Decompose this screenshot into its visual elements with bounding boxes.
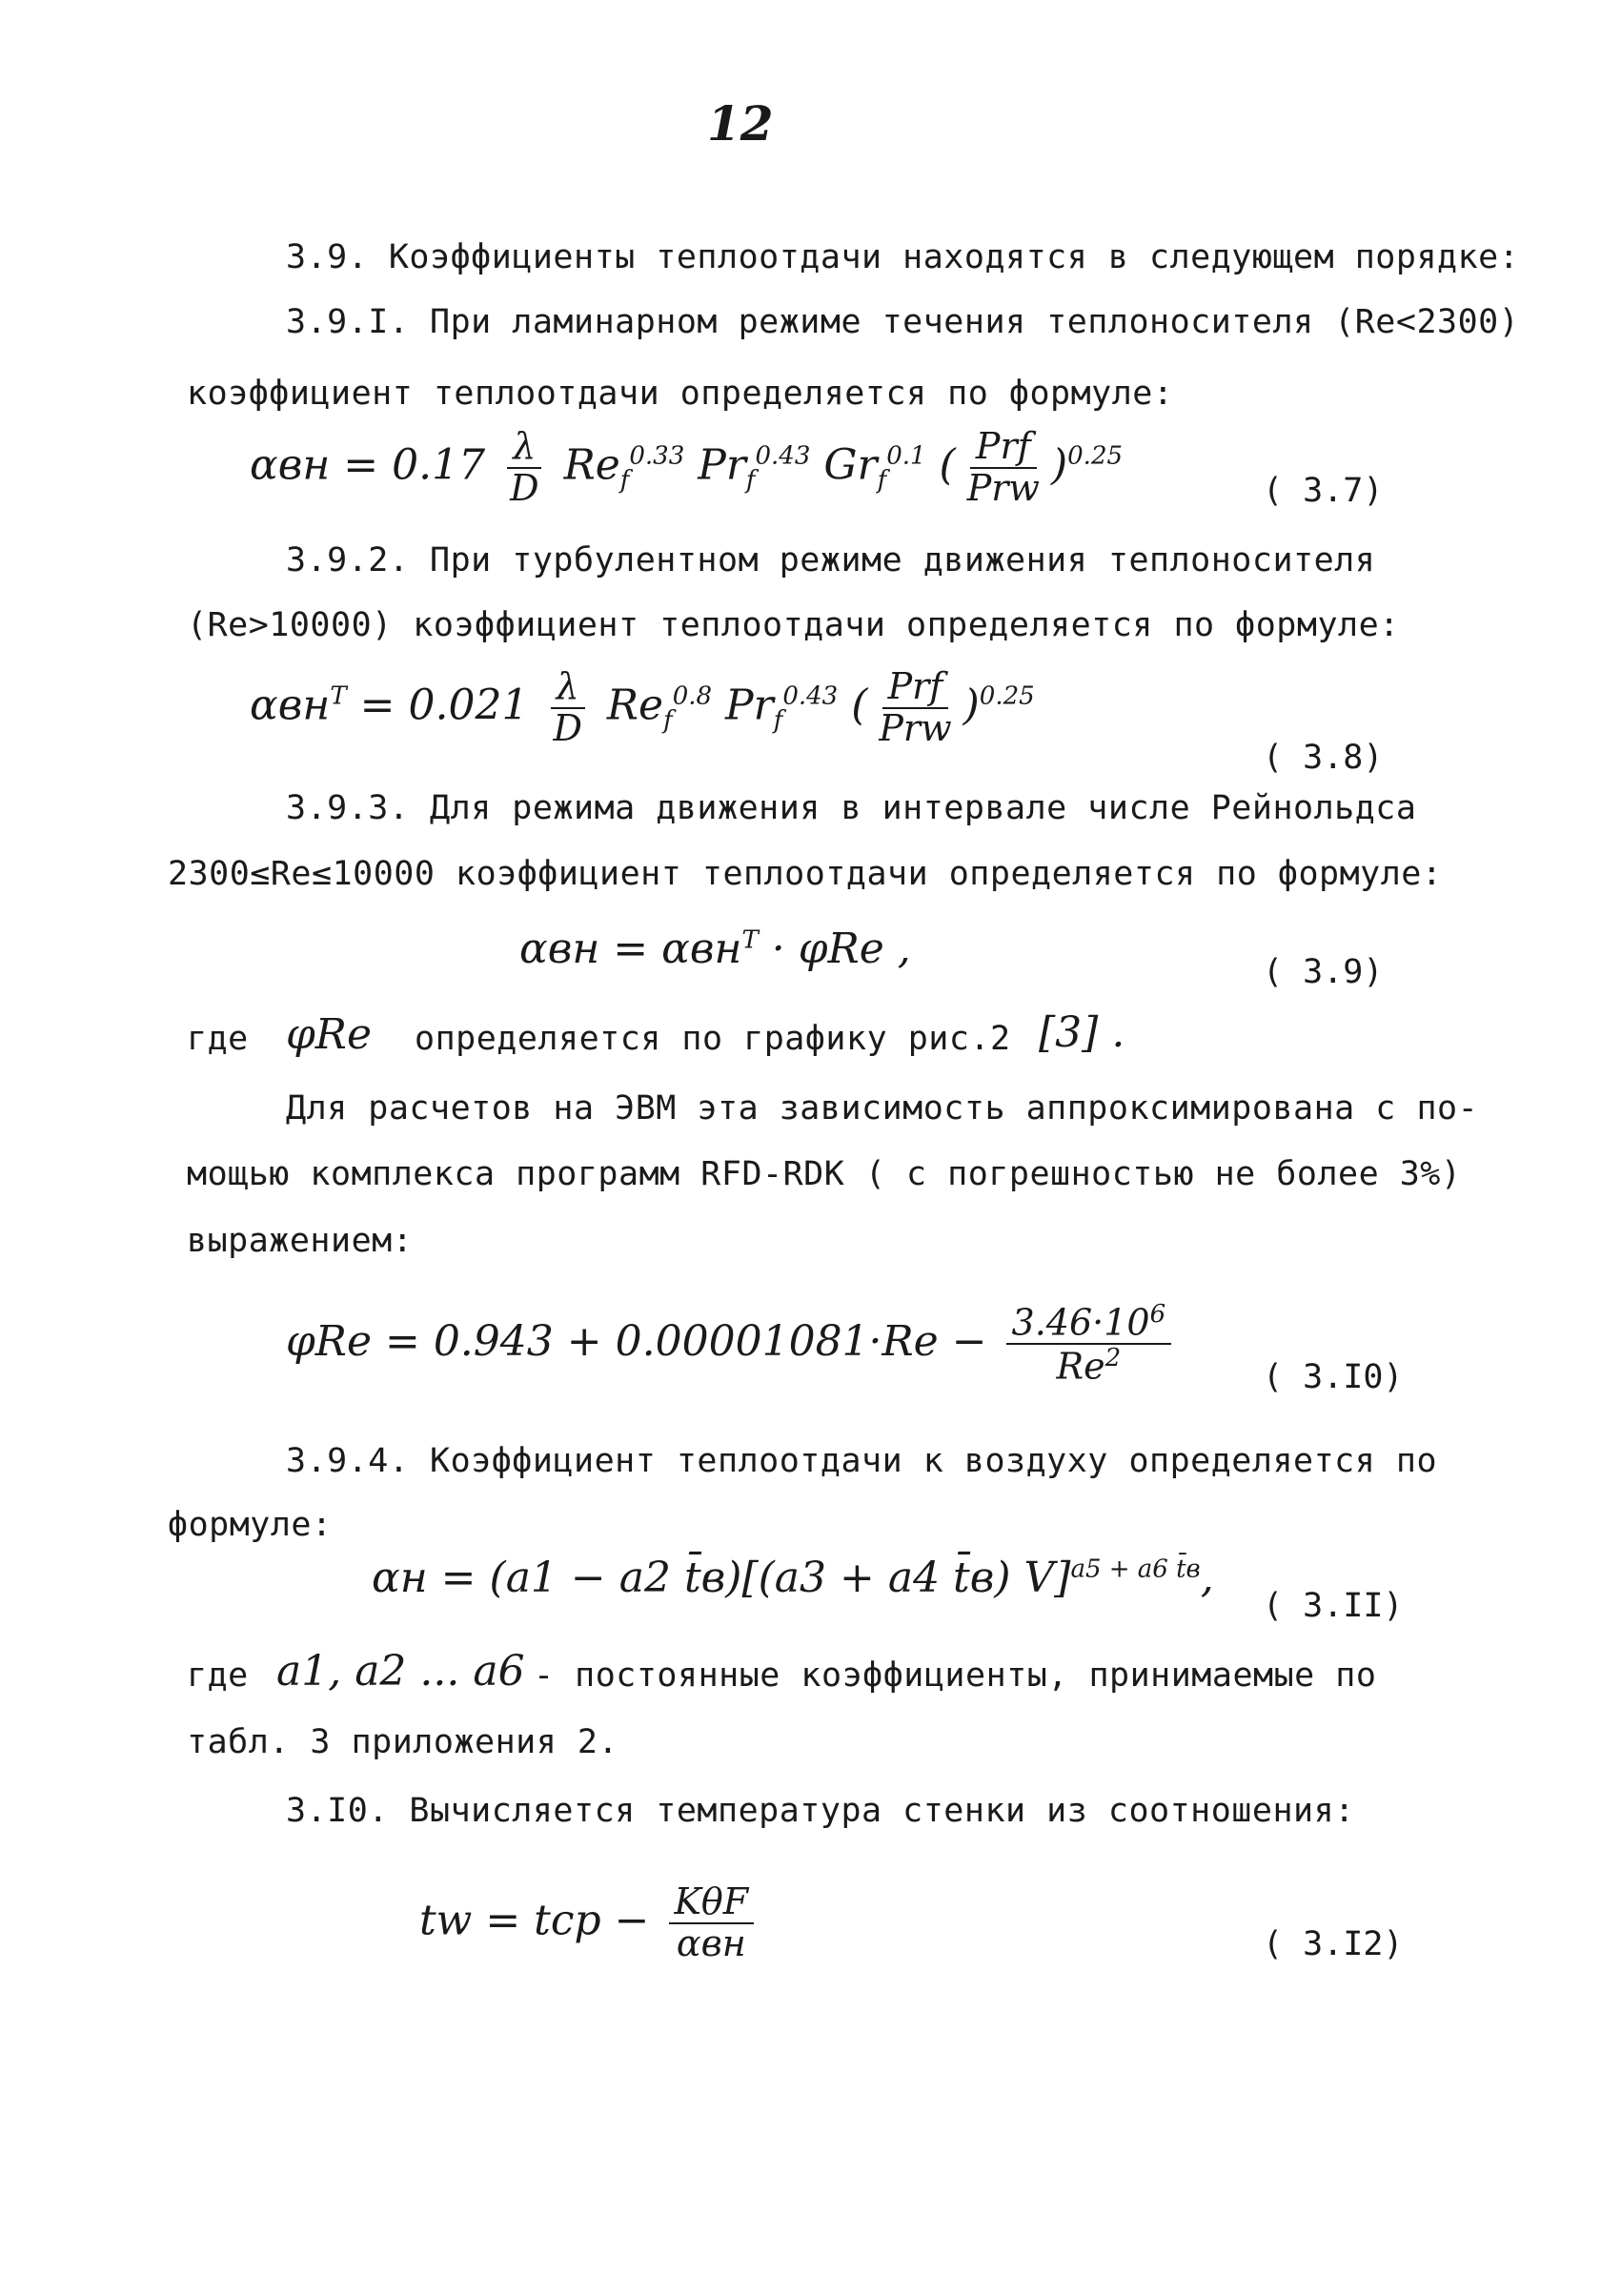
- paragraph-line: выражением:: [187, 1222, 414, 1260]
- paragraph-line: 3.I0. Вычисляется температура стенки из соотношения:: [286, 1792, 1355, 1830]
- paragraph-line: - постоянные коэффициенты, принимаемые по: [534, 1656, 1377, 1695]
- paragraph-line: 3.9.I. При ламинарном режиме течения теплоносителя (Re<2300): [286, 303, 1520, 341]
- paragraph-line: 3.9.3. Для режима движения в интервале числе Рейнольдса: [286, 789, 1417, 827]
- paragraph-line: мощью комплекса программ RFD-RDK ( с погрешностью не более 3%): [187, 1155, 1462, 1193]
- formula-3-11: αн = (a1 − a2 t̄в)[(a3 + a4 t̄в) V]$^{a5 + a6 t̄в}$,: [372, 1554, 1214, 1602]
- formula-3-7: αвн = 0.17 $\frac{\lambda}{D}$ $Re_f^{0.33}$ $Pr_f^{0.43}$ $Gr_f^{0.1}$ ( $\frac{\text{Prf}}{\text{Prw}}$ )$^{0.25}$: [250, 425, 1124, 509]
- page-number: 12: [707, 95, 774, 152]
- formula-3-10: φRe = 0.943 + 0.00001081·Re − $\frac{3.46\cdot 10^6}{Re^2}$: [286, 1301, 1177, 1388]
- equation-label-3-9: ( 3.9): [1263, 953, 1384, 991]
- paragraph-line: (Re>10000) коэффициент теплоотдачи определяется по формуле:: [187, 606, 1400, 644]
- equation-label-3-7: ( 3.7): [1263, 472, 1384, 510]
- formula-3-9: αвн = αвн$^T$ · φRe ,: [519, 924, 911, 973]
- equation-label-3-12: ( 3.I2): [1263, 1925, 1404, 1963]
- equation-label-3-11: ( 3.II): [1263, 1587, 1404, 1625]
- coefficients-symbol: a1, a2 ... a6: [276, 1647, 525, 1696]
- paragraph-line: 3.9.4. Коэффициент теплоотдачи к воздуху определяется по: [286, 1442, 1438, 1480]
- formula-3-8: αвн$^T$ = 0.021 $\frac{\lambda}{D}$ $Re_f^{0.8}$ $Pr_f^{0.43}$ ( $\frac{\text{Prf}}{\text{Prw}}$ )$^{0.25}$: [250, 665, 1035, 749]
- paragraph-line: 3.9. Коэффициенты теплоотдачи находятся в следующем порядке:: [286, 238, 1520, 276]
- paragraph-line: табл. 3 приложения 2.: [187, 1723, 619, 1761]
- paragraph-line: 3.9.2. При турбулентном режиме движения теплоносителя: [286, 541, 1376, 579]
- formula-3-12: tw = tср − $\frac{\text{KθF}}{\text{αвн}}$: [419, 1882, 760, 1964]
- reference-citation: [3] .: [1039, 1008, 1125, 1057]
- paragraph-line: 2300≤Re≤10000 коэффициент теплоотдачи определяется по формуле:: [168, 855, 1443, 893]
- paragraph-line: Для расчетов на ЭВМ эта зависимость аппроксимирована с по-: [286, 1089, 1479, 1128]
- phi-re-symbol: φRe: [286, 1010, 372, 1059]
- paragraph-line: где: [187, 1020, 249, 1058]
- paragraph-line: определяется по графику рис.2: [415, 1020, 1011, 1058]
- paragraph-line: где: [187, 1656, 249, 1695]
- paragraph-line: формуле:: [168, 1506, 333, 1544]
- equation-label-3-10: ( 3.I0): [1263, 1358, 1404, 1396]
- equation-label-3-8: ( 3.8): [1263, 739, 1384, 777]
- paragraph-line: коэффициент теплоотдачи определяется по формуле:: [187, 375, 1174, 413]
